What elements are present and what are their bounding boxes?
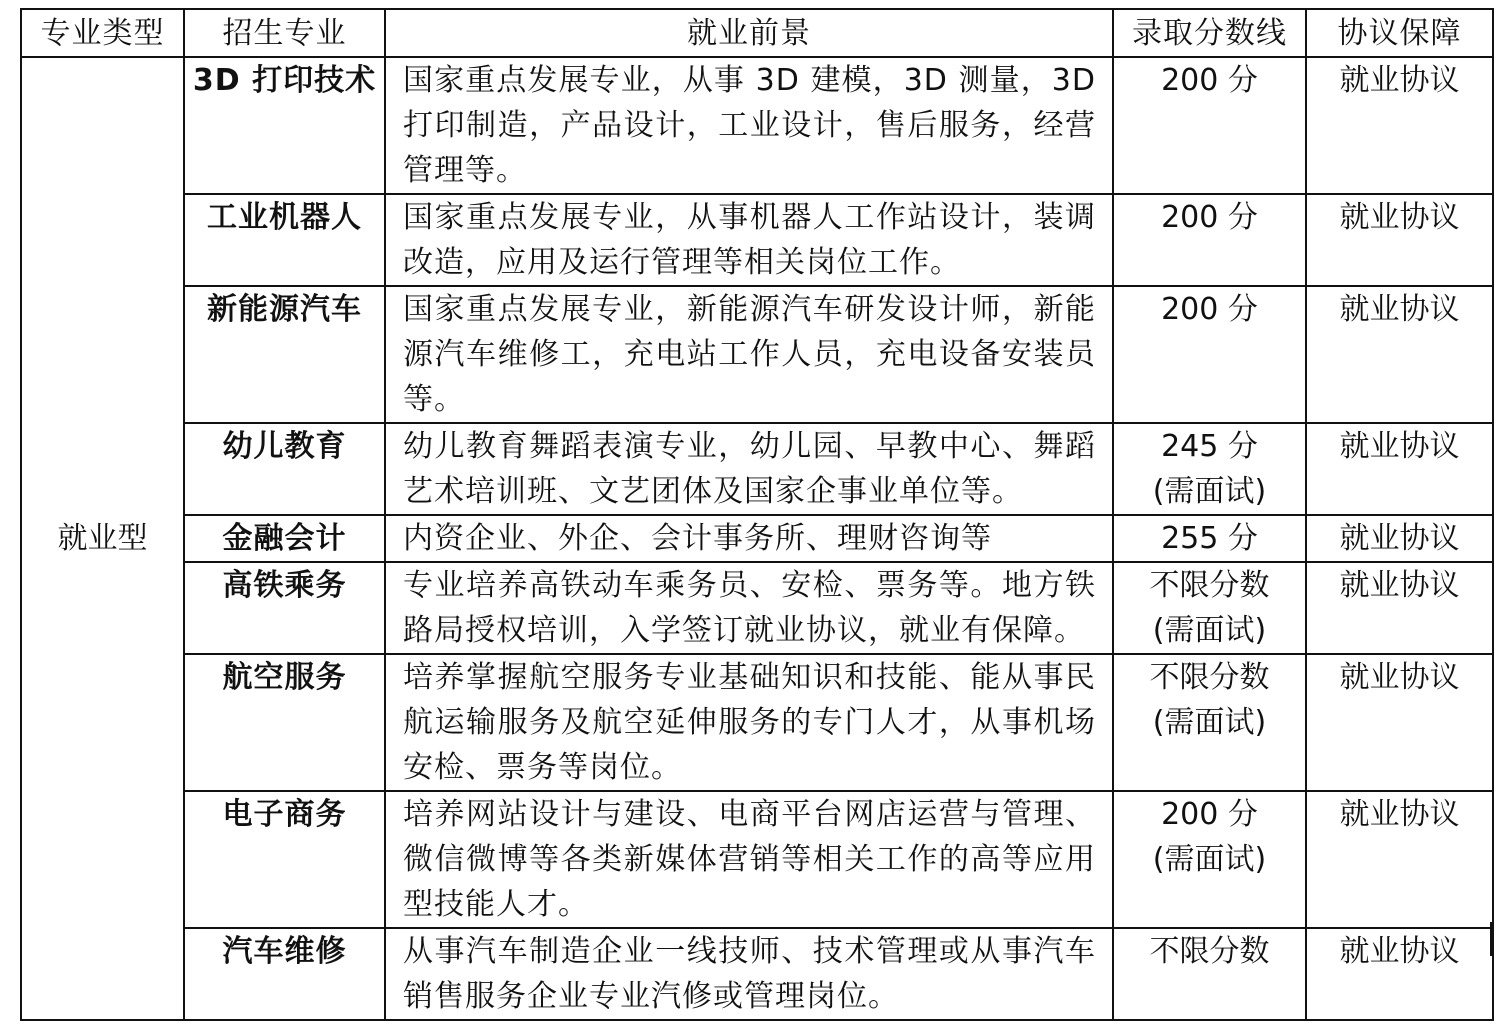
score-value: 200 分: [1161, 292, 1258, 327]
score-cell: [1113, 791, 1306, 928]
major-cell: 航空服务: [184, 654, 385, 791]
text-cursor-mark: [1490, 922, 1493, 956]
interview-note: (需面试): [1152, 842, 1267, 877]
agreement-cell: 就业协议: [1306, 791, 1493, 928]
score-cell: [1113, 57, 1306, 194]
prospect-cell: 培养网站设计与建设、电商平台网店运营与管理、微信微博等各类新媒体营销等相关工作的高等应用型技能人才。: [385, 791, 1113, 928]
prospect-cell: 培养掌握航空服务专业基础知识和技能、能从事民航运输服务及航空延伸服务的专门人才，从事机场安检、票务等岗位。: [385, 654, 1113, 791]
header-agreement: 协议保障: [1306, 9, 1493, 57]
major-cell: 金融会计: [184, 515, 385, 562]
agreement-cell: 就业协议: [1306, 57, 1493, 194]
interview-note: (需面试): [1152, 705, 1267, 740]
table-row: [21, 57, 1493, 194]
score-cell: [1113, 194, 1306, 286]
header-type: 专业类型: [21, 9, 184, 57]
table-row: [21, 286, 1493, 423]
score-value: 不限分数: [1149, 660, 1270, 695]
major-cell: 电子商务: [184, 791, 385, 928]
score-cell: [1113, 515, 1306, 562]
category-cell: 就业型: [21, 57, 184, 1020]
header-prospect: 就业前景: [385, 9, 1113, 57]
table-row: [21, 791, 1493, 928]
header-major: 招生专业: [184, 9, 385, 57]
score-value: 245 分: [1161, 429, 1258, 464]
score-value: 不限分数: [1149, 934, 1270, 969]
prospect-cell: 幼儿教育舞蹈表演专业，幼儿园、早教中心、舞蹈艺术培训班、文艺团体及国家企事业单位等。: [385, 423, 1113, 515]
score-value: 200 分: [1161, 200, 1258, 235]
agreement-cell: 就业协议: [1306, 515, 1493, 562]
score-value: 200 分: [1161, 63, 1258, 98]
agreement-cell: 就业协议: [1306, 928, 1493, 1020]
prospect-cell: 从事汽车制造企业一线技师、技术管理或从事汽车销售服务企业专业汽修或管理岗位。: [385, 928, 1113, 1020]
table-row: [21, 928, 1493, 1020]
agreement-cell: 就业协议: [1306, 654, 1493, 791]
major-cell: 新能源汽车: [184, 286, 385, 423]
score-value: 200 分: [1161, 797, 1258, 832]
score-cell: [1113, 928, 1306, 1020]
major-cell: 工业机器人: [184, 194, 385, 286]
admissions-table: [20, 8, 1494, 1021]
table-row: [21, 194, 1493, 286]
score-value: 255 分: [1161, 521, 1258, 556]
agreement-cell: 就业协议: [1306, 194, 1493, 286]
table-row: [21, 562, 1493, 654]
interview-note: (需面试): [1152, 613, 1267, 648]
major-cell: 高铁乘务: [184, 562, 385, 654]
header-row: [21, 9, 1493, 57]
prospect-cell: 国家重点发展专业，新能源汽车研发设计师，新能源汽车维修工，充电站工作人员，充电设备安装员等。: [385, 286, 1113, 423]
table-row: [21, 515, 1493, 562]
score-cell: [1113, 562, 1306, 654]
score-cell: [1113, 654, 1306, 791]
header-score: 录取分数线: [1113, 9, 1306, 57]
prospect-cell: 内资企业、外企、会计事务所、理财咨询等: [385, 515, 1113, 562]
agreement-cell: 就业协议: [1306, 286, 1493, 423]
major-cell: 汽车维修: [184, 928, 385, 1020]
score-value: 不限分数: [1149, 568, 1270, 603]
agreement-cell: 就业协议: [1306, 562, 1493, 654]
score-cell: [1113, 286, 1306, 423]
score-cell: [1113, 423, 1306, 515]
prospect-cell: 国家重点发展专业，从事 3D 建模，3D 测量，3D 打印制造，产品设计，工业设计，售后服务，经营管理等。: [385, 57, 1113, 194]
prospect-cell: 国家重点发展专业，从事机器人工作站设计，装调改造，应用及运行管理等相关岗位工作。: [385, 194, 1113, 286]
table-row: [21, 654, 1493, 791]
major-cell: 3D 打印技术: [184, 57, 385, 194]
table-row: [21, 423, 1493, 515]
major-cell: 幼儿教育: [184, 423, 385, 515]
prospect-cell: 专业培养高铁动车乘务员、安检、票务等。地方铁路局授权培训，入学签订就业协议，就业有保障。: [385, 562, 1113, 654]
interview-note: (需面试): [1152, 474, 1267, 509]
agreement-cell: 就业协议: [1306, 423, 1493, 515]
